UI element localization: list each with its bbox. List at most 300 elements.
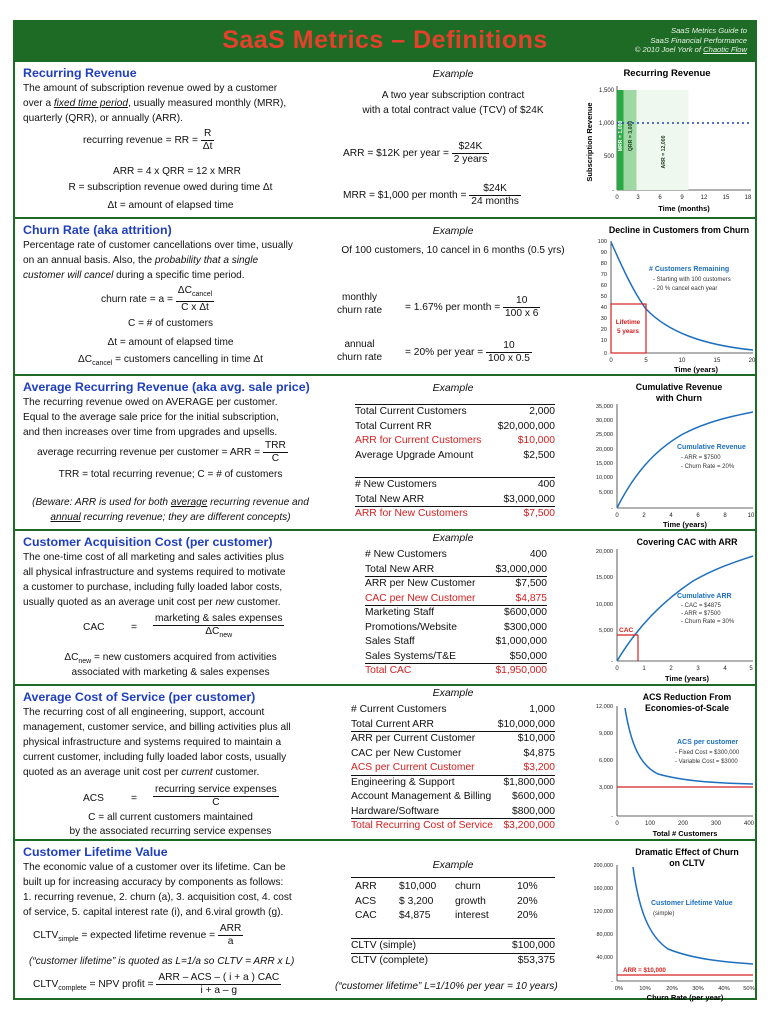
y-tick: 90 bbox=[600, 250, 607, 256]
x-tick: 4 bbox=[669, 513, 673, 519]
row-label: # New Customers bbox=[355, 479, 437, 490]
table-row bbox=[351, 939, 555, 954]
cltv-complete-formula: $CLTV_{complete}$ = NPV profit = $\frac{\text{ARR – ACS – ( i + a ) CAC}}{i + a - g}$ bbox=[33, 972, 280, 996]
x-tick: 3 bbox=[696, 666, 700, 672]
credit-line-3: © 2010 Joel York of Chaotic Flow bbox=[634, 45, 747, 54]
row-label: Account Management & Billing bbox=[351, 791, 492, 802]
legend-line: - 20 % cancel each year bbox=[653, 286, 718, 292]
row-value: $100,000 bbox=[512, 940, 555, 951]
definition: associated with marketing & sales expenses bbox=[71, 667, 270, 678]
y-tick: 10 bbox=[600, 338, 607, 344]
desc-line: The one-time cost of all marketing and sales activities plus bbox=[23, 552, 284, 563]
row-value: $3,000,000 bbox=[495, 563, 547, 575]
table-row bbox=[351, 880, 555, 895]
table-row bbox=[365, 563, 547, 578]
row-value: $3,200,000 bbox=[503, 820, 555, 831]
row-label: # Current Customers bbox=[351, 704, 447, 715]
desc-line: quarterly (QRR), or annually (ARR). bbox=[23, 113, 183, 124]
y-tick: 80 bbox=[600, 261, 607, 267]
row-label: ARR for Current Customers bbox=[355, 435, 482, 446]
y-tick: 20,000 bbox=[595, 549, 613, 555]
x-tick: 0 bbox=[615, 821, 619, 827]
chart-title: Dramatic Effect of Churn bbox=[635, 847, 739, 857]
y-tick: 10,000 bbox=[595, 475, 613, 481]
table-row bbox=[351, 747, 555, 762]
cltv-input-grid bbox=[351, 877, 555, 924]
y-tick: 20 bbox=[600, 327, 607, 333]
y-tick-labels bbox=[599, 88, 615, 194]
table-row bbox=[351, 761, 555, 776]
arr-equation: ARR = 4 x QRR = 12 x MRR bbox=[113, 166, 241, 177]
row-label: ACS per Current Customer bbox=[351, 762, 475, 773]
acs-example-table bbox=[351, 703, 555, 834]
arr-example-table-2 bbox=[355, 477, 555, 522]
x-tick: 4 bbox=[723, 666, 727, 672]
y-tick: 30 bbox=[600, 316, 607, 322]
desc-line: and then increases over time from upgrades and upsells. bbox=[23, 427, 278, 438]
grid-cell: CAC bbox=[355, 910, 377, 921]
row-value: $3,200 bbox=[523, 762, 555, 773]
y-tick: 35,000 bbox=[595, 404, 613, 410]
row-label: Sales Staff bbox=[365, 636, 415, 647]
legend-line: (simple) bbox=[653, 911, 675, 917]
x-tick-labels bbox=[609, 358, 755, 364]
chart-title: ACS Reduction From bbox=[642, 692, 732, 702]
x-tick: 6 bbox=[658, 195, 662, 201]
y-tick: 500 bbox=[603, 154, 614, 160]
row-value: $3,000,000 bbox=[503, 493, 555, 505]
row-value: $800,000 bbox=[512, 805, 555, 817]
section-customer-acquisition-cost bbox=[15, 529, 755, 684]
cltv-curve bbox=[633, 867, 753, 964]
y-tick: - bbox=[611, 659, 613, 665]
row-value: 2,000 bbox=[529, 406, 555, 417]
x-tick: 10 bbox=[678, 358, 686, 364]
row-value: $7,500 bbox=[515, 578, 547, 589]
table-row bbox=[351, 790, 555, 805]
x-tick: 5 bbox=[644, 358, 648, 364]
row-label: Total New ARR bbox=[365, 563, 435, 575]
desc-line: management, customer service, and billing activities plus all bbox=[23, 722, 291, 733]
x-tick-labels bbox=[615, 821, 754, 827]
y-tick: 5,000 bbox=[599, 628, 613, 634]
table-row bbox=[355, 478, 555, 493]
y-tick: 6,000 bbox=[599, 758, 613, 764]
acs-curve bbox=[625, 708, 753, 784]
table-row bbox=[355, 405, 555, 420]
row-label: Total CAC bbox=[365, 665, 412, 676]
row-value: 1,000 bbox=[529, 704, 555, 715]
x-tick: 50% bbox=[743, 986, 755, 992]
table-row bbox=[351, 732, 555, 747]
table-row bbox=[355, 434, 555, 449]
grid-cell: $10,000 bbox=[399, 881, 437, 892]
customer-lifetime-note: (“customer lifetime” L=1/10% per year = 10 years) bbox=[335, 981, 558, 992]
section-title: Recurring Revenue bbox=[23, 66, 137, 80]
credit-line-1: SaaS Metrics Guide to bbox=[671, 26, 747, 35]
grid-cell: growth bbox=[455, 895, 486, 907]
row-value: $53,375 bbox=[517, 954, 555, 966]
y-tick: 30,000 bbox=[595, 418, 613, 424]
grid-cell: 10% bbox=[517, 881, 538, 892]
legend-line: - ARR = $7500 bbox=[681, 455, 721, 461]
grid-cell: ARR bbox=[355, 881, 377, 892]
table-row bbox=[351, 805, 555, 820]
desc-line: customer will cancel during a specific time period. bbox=[23, 270, 245, 281]
desc-line: The economic value of a customer over its lifetime. Can be bbox=[23, 862, 286, 873]
acs-formula-lhs: ACS bbox=[83, 793, 104, 804]
row-label: CAC per New Customer bbox=[351, 747, 462, 759]
lifetime-label: Lifetime bbox=[615, 319, 641, 326]
legend-title: Customer Lifetime Value bbox=[651, 900, 733, 907]
legend-line: - ARR = $7500 bbox=[681, 611, 721, 617]
table-row bbox=[351, 954, 555, 969]
legend-line: - Starting with 100 customers bbox=[653, 277, 731, 283]
cac-formula: $\frac{\text{marketing \& sales expenses}}{\Delta C_{new}}$ bbox=[155, 613, 283, 640]
row-value: $10,000,000 bbox=[497, 718, 555, 730]
y-tick: 50 bbox=[600, 294, 607, 300]
table-row bbox=[351, 776, 555, 791]
row-label: CLTV (complete) bbox=[351, 954, 429, 966]
desc-line: The recurring revenue owed on AVERAGE per customer. bbox=[23, 397, 278, 408]
cac-formula-eq: = bbox=[131, 622, 137, 633]
section-title: Average Cost of Service (per customer) bbox=[23, 690, 256, 704]
chart-title: Economies-of-Scale bbox=[644, 703, 730, 713]
y-tick: - bbox=[612, 188, 614, 194]
cltv-results-table bbox=[351, 938, 555, 968]
table-row bbox=[355, 420, 555, 435]
y-tick-labels bbox=[596, 704, 613, 820]
row-label: Sales Systems/T&E bbox=[365, 650, 456, 662]
table-row bbox=[365, 577, 547, 592]
y-tick: 40 bbox=[600, 305, 607, 311]
metrics-sheet bbox=[13, 20, 757, 1000]
cac-example-table bbox=[365, 548, 547, 679]
row-value: $600,000 bbox=[504, 607, 547, 618]
x-tick: 20 bbox=[748, 358, 755, 364]
row-value: $7,500 bbox=[523, 508, 555, 519]
row-value: $1,950,000 bbox=[495, 665, 547, 676]
y-tick: 12,000 bbox=[595, 704, 613, 710]
x-tick-labels bbox=[615, 666, 753, 672]
table-row bbox=[355, 449, 555, 464]
grid-cell: 20% bbox=[517, 910, 538, 921]
row-value: $300,000 bbox=[504, 621, 547, 633]
section-average-recurring-revenue bbox=[15, 374, 755, 529]
row-value: $10,000 bbox=[517, 733, 555, 744]
row-value: $4,875 bbox=[523, 747, 555, 759]
y-tick: 3,000 bbox=[599, 785, 613, 791]
x-tick: 0 bbox=[615, 195, 619, 201]
section-churn-rate bbox=[15, 217, 755, 374]
table-row bbox=[351, 909, 555, 924]
bar-label: MRR = 1,000 bbox=[618, 120, 624, 152]
desc-line: The amount of subscription revenue owed by a customer bbox=[23, 83, 278, 94]
example-label: Example bbox=[432, 382, 474, 394]
row-label: Engineering & Support bbox=[351, 776, 455, 788]
row-value: $600,000 bbox=[512, 791, 555, 802]
legend-title: # Customers Remaining bbox=[649, 266, 730, 273]
legend-title: Cumulative ARR bbox=[677, 593, 732, 600]
chart-title: Covering CAC with ARR bbox=[636, 537, 738, 547]
x-axis-label: Time (months) bbox=[658, 204, 710, 213]
recurring-revenue-chart bbox=[583, 62, 755, 217]
y-tick: 0 bbox=[603, 351, 607, 357]
y-tick: 15,000 bbox=[595, 461, 613, 467]
cac-marker-label: CAC bbox=[619, 627, 634, 634]
desc-line: a customer to purchase, including fully loaded labor costs, bbox=[23, 582, 283, 593]
arr-example: ARR = $12K per year = $\frac{\$24K}{\text{2 years}}$ bbox=[343, 141, 488, 165]
x-tick: 100 bbox=[644, 821, 656, 827]
bar-label: ARR = 12,000 bbox=[661, 135, 667, 169]
desc-line: current customer, including fully loaded labor costs, usually bbox=[23, 752, 287, 763]
x-axis-label: Time (years) bbox=[662, 520, 708, 529]
example-label: Example bbox=[432, 532, 474, 544]
row-value: $10,000 bbox=[517, 435, 555, 446]
section-customer-lifetime-value bbox=[15, 839, 755, 1000]
y-tick-labels bbox=[598, 239, 607, 357]
definition: $\Delta C_{new}$ = new customers acquired from activities bbox=[64, 652, 277, 666]
definition: Δt = amount of elapsed time bbox=[107, 337, 234, 348]
table-row bbox=[365, 606, 547, 621]
desc-line: of service, 5. capital interest rate (i), and 6.viral growth (g). bbox=[23, 907, 284, 918]
grid-cell: $4,875 bbox=[399, 910, 431, 921]
x-tick: 300 bbox=[710, 821, 722, 827]
desc-line: physical infrastructure and systems required to maintain a bbox=[23, 737, 282, 748]
row-label: Total New ARR bbox=[355, 493, 425, 505]
definition: C = all current customers maintained bbox=[88, 812, 253, 823]
row-value: $4,875 bbox=[515, 592, 547, 604]
row-label: Hardware/Software bbox=[351, 805, 440, 817]
cac-formula-lhs: CAC bbox=[83, 622, 105, 633]
credit-block bbox=[635, 26, 747, 55]
churn-decline-chart bbox=[583, 219, 755, 376]
x-tick: 40% bbox=[718, 986, 730, 992]
x-tick: 5 bbox=[749, 666, 753, 672]
desc-line: built up for increasing accuracy by components as follows: bbox=[23, 877, 284, 888]
desc-line: usually quoted as an average unit cost per new customer. bbox=[23, 597, 281, 608]
annual-label: annual churn rate bbox=[337, 339, 383, 363]
row-label: Marketing Staff bbox=[365, 607, 435, 618]
legend-title: ACS per customer bbox=[677, 739, 739, 746]
row-label: Total Recurring Cost of Service bbox=[351, 820, 493, 831]
y-tick: 1,000 bbox=[598, 121, 614, 127]
x-tick-labels bbox=[615, 986, 755, 992]
row-label: ARR per New Customer bbox=[365, 578, 476, 589]
y-tick: 200,000 bbox=[593, 863, 613, 869]
desc-line: The recurring cost of all engineering, support, account bbox=[23, 707, 265, 718]
definition: Δt = amount of elapsed time bbox=[107, 200, 234, 211]
monthly-churn-example: = 1.67% per month = $\frac{10}{100 x 6}$ bbox=[405, 295, 539, 319]
row-value: $1,800,000 bbox=[503, 776, 555, 788]
monthly-label: monthly churn rate bbox=[337, 292, 383, 316]
x-tick: 10 bbox=[747, 513, 755, 519]
x-tick: 8 bbox=[723, 513, 727, 519]
annual-churn-example: = 20% per year = $\frac{10}{100 x 0.5}$ bbox=[405, 340, 530, 364]
cumulative-revenue-chart bbox=[583, 376, 755, 531]
table-row bbox=[351, 819, 555, 834]
x-tick: 20% bbox=[666, 986, 678, 992]
x-tick: 12 bbox=[700, 195, 708, 201]
table-row bbox=[355, 493, 555, 508]
desc-line: over a fixed time period, usually measured monthly (MRR), bbox=[23, 98, 287, 109]
churn-formula: churn rate = a = $\frac{\Delta C_{cancel}}{\text{C x Δt}}$ bbox=[101, 285, 213, 314]
x-tick-labels bbox=[615, 195, 752, 201]
desc-line: Equal to the average sale price for the initial subscription, bbox=[23, 412, 279, 423]
bar-label: QRR = 3,000 bbox=[628, 120, 634, 152]
acs-reduction-chart bbox=[583, 686, 755, 841]
x-tick: 0 bbox=[609, 358, 613, 364]
legend-line: - Variable Cost = $3000 bbox=[675, 759, 738, 765]
x-tick: 30% bbox=[692, 986, 704, 992]
definition: $\Delta C_{cancel}$ = customers cancelling in time Δt bbox=[78, 354, 263, 368]
x-axis-label: Churn Rate (per year) bbox=[646, 993, 724, 1002]
cltv-churn-chart bbox=[583, 841, 755, 1002]
y-tick: 5,000 bbox=[599, 490, 613, 496]
definition: R = subscription revenue owed during time Δt bbox=[68, 182, 273, 193]
row-label: ARR per Current Customer bbox=[351, 733, 476, 744]
y-tick: 25,000 bbox=[595, 432, 613, 438]
y-tick: - bbox=[611, 814, 613, 820]
table-row bbox=[365, 635, 547, 650]
acs-formula-eq: = bbox=[131, 793, 137, 804]
legend-title: Cumulative Revenue bbox=[677, 444, 746, 451]
x-tick: 2 bbox=[642, 513, 646, 519]
grid-cell: churn bbox=[455, 881, 481, 892]
arr-line-label: ARR = $10,000 bbox=[623, 967, 666, 974]
example-line: Of 100 customers, 10 cancel in 6 months (0.5 yrs) bbox=[341, 245, 565, 256]
row-label: Total Current Customers bbox=[355, 406, 467, 417]
chart-title: Cumulative Revenue bbox=[635, 382, 723, 392]
definition: by the associated recurring service expenses bbox=[69, 826, 272, 837]
row-label: CAC per New Customer bbox=[365, 592, 476, 604]
arr-formula: average recurring revenue per customer = ARR = $\frac{\text{TRR}}{C}$ bbox=[37, 440, 286, 464]
x-axis-label: Total # Customers bbox=[652, 829, 718, 838]
example-label: Example bbox=[432, 859, 474, 871]
y-tick: - bbox=[611, 506, 613, 512]
row-value: $20,000,000 bbox=[497, 420, 555, 432]
desc-line: on an annual basis. Also, the probability that a single bbox=[23, 255, 259, 266]
definition: TRR = total recurring revenue; C = # of customers bbox=[58, 469, 283, 480]
definition: C = # of customers bbox=[128, 318, 213, 329]
legend-line: - Fixed Cost = $300,000 bbox=[675, 750, 740, 756]
grid-cell: ACS bbox=[355, 895, 377, 907]
row-value: $1,000,000 bbox=[495, 636, 547, 647]
y-tick: 9,000 bbox=[599, 731, 613, 737]
row-label: # New Customers bbox=[365, 549, 447, 560]
chart-title: Decline in Customers from Churn bbox=[608, 225, 750, 235]
header-banner bbox=[15, 22, 755, 62]
x-tick: 9 bbox=[680, 195, 684, 201]
x-tick: 15 bbox=[713, 358, 721, 364]
y-tick: 120,000 bbox=[593, 909, 613, 915]
grid-cell: 20% bbox=[517, 895, 538, 907]
acs-formula: $\frac{\text{recurring service expenses}}{C}$ bbox=[155, 784, 277, 808]
x-tick: 1 bbox=[642, 666, 646, 672]
y-tick: 1,500 bbox=[598, 88, 614, 94]
y-tick: 70 bbox=[600, 272, 607, 278]
row-label: CLTV (simple) bbox=[351, 940, 417, 951]
y-tick: 40,000 bbox=[596, 955, 613, 961]
example-label: Example bbox=[432, 687, 474, 699]
x-tick: 3 bbox=[636, 195, 640, 201]
x-tick: 2 bbox=[669, 666, 673, 672]
section-title: Customer Lifetime Value bbox=[23, 845, 168, 859]
arr-example-table-1 bbox=[355, 404, 555, 463]
grid-cell: $ 3,200 bbox=[399, 895, 434, 907]
covering-cac-chart bbox=[583, 531, 755, 686]
rr-formula: recurring revenue = RR = $\frac{R}{\Delta t}$ bbox=[83, 128, 213, 152]
x-tick: 0% bbox=[614, 986, 624, 992]
table-row bbox=[365, 548, 547, 563]
row-value: 400 bbox=[537, 479, 555, 490]
table-row bbox=[365, 650, 547, 665]
credit-line-2: SaaS Financial Performance bbox=[650, 35, 747, 45]
beware-note: annual recurring revenue; they are different concepts) bbox=[50, 512, 291, 523]
row-label: ARR for New Customers bbox=[355, 508, 468, 519]
desc-line: Percentage rate of customer cancellations over time, usually bbox=[23, 240, 293, 251]
desc-line: quoted as an average unit cost per current customer. bbox=[23, 767, 260, 778]
section-average-cost-of-service bbox=[15, 684, 755, 839]
row-value: $2,500 bbox=[523, 449, 555, 461]
customer-lifetime-note: (“customer lifetime” is quoted as L=1/a so CLTV = ARR x L) bbox=[29, 956, 295, 967]
y-tick-labels bbox=[596, 549, 613, 665]
x-tick: 0 bbox=[615, 666, 619, 672]
desc-line: 1. recurring revenue, 2. churn (a), 3. acquisition cost, 4. cost bbox=[23, 892, 292, 903]
row-label: Promotions/Website bbox=[365, 621, 457, 633]
example-label: Example bbox=[432, 225, 474, 237]
table-row bbox=[365, 592, 547, 607]
x-tick: 400 bbox=[743, 821, 755, 827]
section-title: Churn Rate (aka attrition) bbox=[23, 223, 172, 237]
table-row bbox=[355, 507, 555, 522]
row-value: 400 bbox=[529, 549, 547, 560]
x-tick: 200 bbox=[677, 821, 689, 827]
x-tick-labels bbox=[615, 513, 755, 519]
y-tick: 80,000 bbox=[596, 932, 613, 938]
page-title: SaaS Metrics – Definitions bbox=[222, 26, 548, 54]
x-axis-label: Time (years) bbox=[673, 365, 719, 374]
section-title: Average Recurring Revenue (aka avg. sale price) bbox=[23, 380, 310, 394]
table-row bbox=[351, 718, 555, 733]
example-label: Example bbox=[432, 68, 474, 80]
table-row bbox=[351, 703, 555, 718]
chart-title: on CLTV bbox=[669, 858, 705, 868]
row-label: Average Upgrade Amount bbox=[355, 449, 474, 461]
beware-note: (Beware: ARR is used for both average recurring revenue and bbox=[32, 497, 309, 508]
example-line: A two year subscription contract bbox=[381, 90, 525, 101]
x-tick: 6 bbox=[696, 513, 700, 519]
mrr-example: MRR = $1,000 per month = $\frac{\$24K}{\text{24 months}}$ bbox=[343, 183, 519, 207]
section-recurring-revenue bbox=[15, 62, 755, 217]
x-tick: 10% bbox=[639, 986, 651, 992]
y-tick-labels bbox=[596, 404, 613, 512]
lifetime-label: 5 years bbox=[616, 328, 640, 335]
x-axis-label: Time (years) bbox=[664, 674, 710, 683]
legend-line: - Churn Rate = 20% bbox=[681, 464, 735, 470]
table-row bbox=[351, 895, 555, 910]
x-tick: 0 bbox=[615, 513, 619, 519]
row-label: Total Current ARR bbox=[351, 718, 434, 730]
table-row bbox=[365, 664, 547, 679]
credit-link[interactable]: Chaotic Flow bbox=[703, 45, 747, 54]
y-tick: 10,000 bbox=[595, 602, 613, 608]
cltv-simple-formula: $CLTV_{simple}$ = expected lifetime revenue = $\frac{\text{ARR}}{a}$ bbox=[33, 923, 242, 947]
legend-line: - Churn Rate = 30% bbox=[681, 619, 735, 625]
grid-cell: interest bbox=[455, 910, 489, 921]
y-tick: - bbox=[611, 979, 613, 985]
y-tick-labels bbox=[594, 863, 614, 985]
